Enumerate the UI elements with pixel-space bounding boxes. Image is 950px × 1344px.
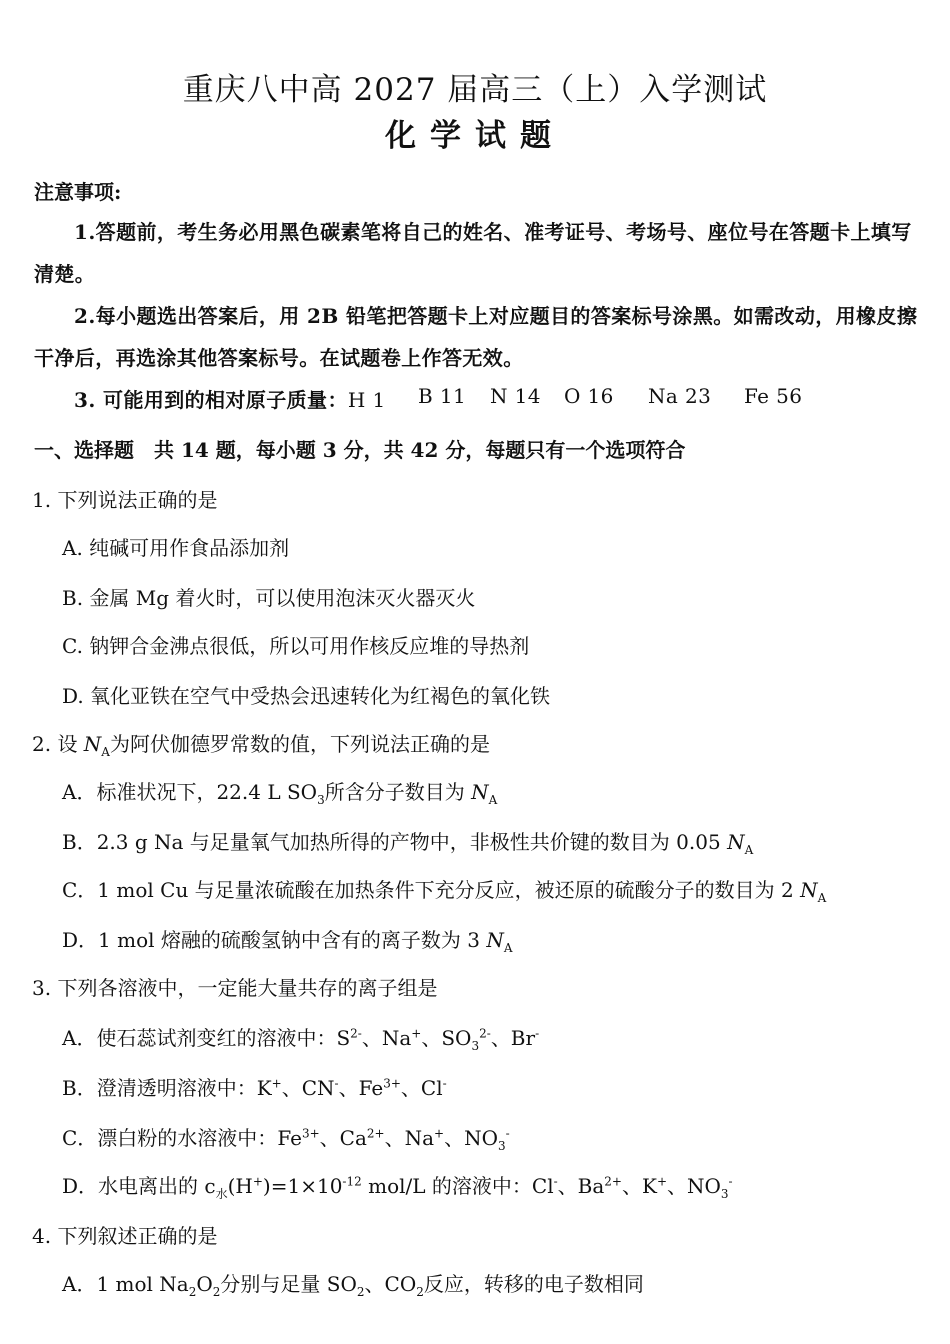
notice-item-1-line-1: 1.答题前，考生务必用黑色碳素笔将自己的姓名、准考证号、考场号、座位号在答题卡上填写 <box>74 220 912 244</box>
question-2-stem: 2. 设 $N_A$为阿伏伽德罗常数的值，下列说法正确的是 <box>32 732 490 759</box>
atomic-mass-n: N 14 <box>490 384 541 408</box>
question-3-stem: 3. 下列各溶液中，一定能大量共存的离子组是 <box>32 976 438 1000</box>
notice-item-2-line-2: 干净后，再选涂其他答案标号。在试题卷上作答无效。 <box>34 346 524 370</box>
question-2-option-b: B．2.3 g Na 与足量氧气加热所得的产物中，非极性共价键的数目为 0.05 $N_A$ <box>62 830 754 857</box>
question-1-option-c: C. 钠钾合金沸点很低，所以可用作核反应堆的导热剂 <box>62 634 530 658</box>
question-2-option-c: C．1 mol Cu 与足量浓硫酸在加热条件下充分反应，被还原的硫酸分子的数目为 2 $N_A$ <box>62 878 827 905</box>
atomic-mass-o: O 16 <box>564 384 614 408</box>
question-4-option-a: A．1 mol $Na_2O_2$分别与足量 $SO_2$、$CO_2$反应，转移的电子数相同 <box>62 1272 644 1299</box>
exam-header-title: 重庆八中高 2027 届高三（上）入学测试 <box>182 72 768 108</box>
question-3-option-d: D．水电离出的 $c_水(H^+)=1\times 10^{-12}$ mol/L 的溶液中：Cl-、$Ba^{2+}$、K+、$NO_3^-$ <box>62 1174 733 1201</box>
atomic-mass-h: H 1 <box>347 388 386 412</box>
question-2-option-d: D．1 mol 熔融的硫酸氢钠中含有的离子数为 3 $N_A$ <box>62 928 513 955</box>
question-3-option-a: A．使石蕊试剂变红的溶液中：$S^{2-}$、Na+、$SO_3^{2-}$、Br- <box>62 1026 540 1053</box>
notice-item-1-line-2: 清楚。 <box>34 262 96 286</box>
notice-item-3 <box>74 384 386 413</box>
question-4-stem: 4. 下列叙述正确的是 <box>32 1224 218 1248</box>
atomic-mass-b: B 11 <box>418 384 467 408</box>
question-2-option-a: A．标准状况下，22.4 L $SO_3$所含分子数目为 $N_A$ <box>62 780 498 807</box>
section-heading: 一、选择题 共 14 题，每小题 3 分，共 42 分，每题只有一个选项符合 <box>34 438 686 462</box>
question-1-option-b: B. 金属 Mg 着火时，可以使用泡沫灭火器灭火 <box>62 586 476 610</box>
atomic-mass-na: Na 23 <box>648 384 712 408</box>
question-1-stem: 1. 下列说法正确的是 <box>32 488 218 512</box>
question-3-option-b: B．澄清透明溶液中：K+、CN-、$Fe^{3+}$、Cl- <box>62 1076 447 1100</box>
question-3-option-c: C．漂白粉的水溶液中：$Fe^{3+}$、$Ca^{2+}$、Na+、$NO_3^-$ <box>62 1126 510 1153</box>
atomic-mass-fe: Fe 56 <box>744 384 803 408</box>
notice-item-2-line-1: 2.每小题选出答案后，用 2B 铅笔把答题卡上对应题目的答案标号涂黑。如需改动，用橡皮擦 <box>74 304 918 328</box>
notice-heading: 注意事项: <box>34 180 122 204</box>
question-1-option-d: D. 氧化亚铁在空气中受热会迅速转化为红褐色的氧化铁 <box>62 684 551 708</box>
subject-title: 化学试题 <box>385 118 565 154</box>
question-1-option-a: A. 纯碱可用作食品添加剂 <box>62 536 290 560</box>
atomic-mass-label: 3. 可能用到的相对原子质量： <box>74 388 348 412</box>
